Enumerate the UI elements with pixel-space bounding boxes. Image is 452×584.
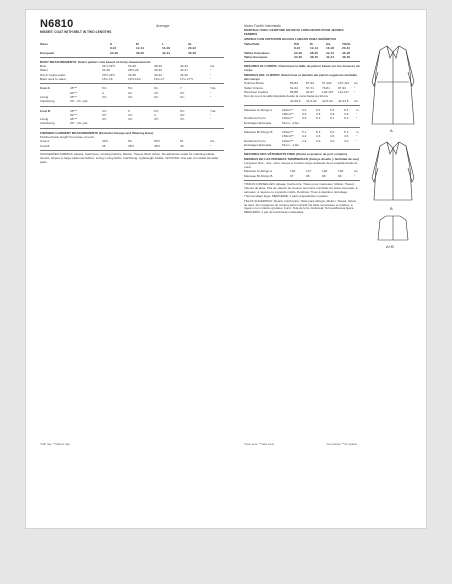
english-chart — [40, 42, 224, 165]
table-cell: 5.1 — [302, 130, 307, 135]
table-cell: 17¼-17½ — [180, 77, 194, 82]
table-cell: 24-25 — [102, 68, 110, 73]
table-cell: Taille/ Cintura — [244, 85, 263, 90]
table-cell: Doublure/ Forro — [244, 116, 266, 121]
table-cell: 4½ — [180, 117, 185, 122]
table-cell: Interfacing — [40, 99, 55, 104]
table-cell: 26½-28 — [128, 68, 139, 73]
table-cell: 3¾ — [180, 94, 185, 99]
table-cell: 34-37 — [180, 68, 188, 73]
pattern-envelope-page — [26, 10, 426, 528]
table-cell: 3½ — [102, 112, 107, 117]
footer-french: *avec sens **sans sens — [244, 442, 275, 446]
table-cell: Coat B — [40, 143, 50, 148]
table-cell: " — [210, 94, 212, 99]
table-cell: 40-42 — [154, 72, 162, 77]
table-cell: 16¾-17 — [154, 77, 165, 82]
table-cell: 42-44 — [180, 64, 188, 69]
table-cell: 3.8 — [330, 112, 335, 117]
table-cell: Lining — [40, 94, 49, 99]
table-cell: 45"** — [70, 86, 77, 91]
table-cell: 50½ — [154, 139, 161, 144]
table-cell: 51 — [180, 139, 184, 144]
table-cell: cm — [354, 81, 359, 86]
table-cell: 5⅝ — [128, 86, 133, 91]
table-cell: " — [210, 90, 212, 95]
table-cell: cm — [354, 169, 359, 174]
table-cell: 5 — [128, 108, 130, 113]
subtitle-french: MANTEAU AVEC CEINTURE EN DEUX LONGUEURS POUR JEUNES FEMMES — [244, 28, 344, 37]
table-cell: 4.3 — [316, 134, 321, 139]
table-cell: 4.5 — [344, 134, 349, 139]
table-cell: 44-46 — [180, 72, 188, 77]
table-cell: 33½-34½ — [102, 72, 116, 77]
table-cell: Ins. — [210, 64, 215, 69]
table-cell: 102-107 — [322, 89, 334, 94]
coat-b-illustration — [366, 138, 420, 206]
lining-b-yardage — [40, 117, 224, 126]
table-cell: 67-71 — [306, 85, 314, 90]
subtitle-french-spanish — [244, 28, 354, 41]
table-cell: 115cm** — [282, 130, 294, 135]
table-cell: 50 — [128, 139, 132, 144]
table-cell: " — [356, 116, 358, 121]
table-cell: Ins. — [210, 139, 215, 144]
table-cell: 107-112 — [338, 81, 350, 86]
table-cell: 34-36 — [128, 64, 136, 69]
table-cell: 80-83 — [290, 81, 298, 86]
table-row — [244, 143, 360, 147]
table-cell: " — [210, 112, 212, 117]
coat-a-label: Coat A — [40, 86, 50, 91]
rc-european-sizes: Tallas Europeas 34-36 38-40 42-44 46-48 — [244, 54, 350, 59]
table-cell: 60"** — [70, 90, 77, 95]
lining-a-yardage — [40, 95, 224, 104]
table-cell: 6.2 — [302, 107, 307, 112]
table-cell: 4.5 — [330, 134, 335, 139]
french-spanish-chart — [244, 42, 360, 215]
table-cell: 49½ — [102, 139, 109, 144]
table-cell: 38½ — [154, 143, 161, 148]
table-cell: 5.3 — [344, 116, 349, 121]
table-cell: 5.0 — [302, 116, 307, 121]
table-cell: " — [210, 68, 212, 73]
table-cell: 4.0 — [344, 138, 349, 143]
table-cell: 5.3 — [316, 130, 321, 135]
table-cell: 3.5 — [316, 112, 321, 117]
table-cell: " — [354, 85, 356, 90]
table-row — [244, 121, 360, 125]
figure-label-b: B — [390, 206, 393, 211]
footer-spanish: *con pelusa **sin pelusa — [326, 442, 357, 446]
finished-measurements-table — [40, 139, 224, 148]
size-row: 8-10 12-14 16-18 20-22 — [110, 46, 196, 51]
table-cell: 38-40 — [154, 64, 162, 69]
table-cell: 112-117 — [338, 89, 349, 94]
table-cell: 20" - 2⅛ yds. — [70, 121, 89, 126]
table-cell: 51cm - 2.5m — [282, 120, 300, 125]
table-cell: " — [356, 112, 358, 117]
table-cell: 38 — [102, 143, 106, 148]
table-cell: 4½ — [154, 117, 159, 122]
table-cell: m — [356, 130, 359, 135]
finished-length-note: Finished back length from base of neck — [40, 135, 94, 140]
coat-b-label: Coat B — [40, 108, 50, 113]
table-cell: 42.5-43 — [322, 98, 333, 103]
table-cell: Hip-9" below waist — [40, 72, 66, 77]
rc-coat-a-yardage — [244, 108, 360, 125]
figure-label-ab: A+B — [386, 244, 394, 249]
table-cell: 39 — [180, 143, 184, 148]
table-cell: Yds. — [210, 86, 217, 91]
table-cell: 61-64 — [290, 85, 298, 90]
table-cell: " — [356, 138, 358, 143]
coat-a-illustration — [366, 42, 420, 128]
table-cell: 36-38 — [128, 72, 136, 77]
table-cell: Yds. — [210, 108, 217, 113]
table-cell: 44-44.5 — [338, 98, 349, 103]
table-cell: Poitrine/ Busto — [244, 81, 265, 86]
table-cell: Interfacing — [40, 121, 55, 126]
brand-label: Average — [156, 24, 170, 28]
table-cell: 115cm** — [282, 138, 294, 143]
table-cell: 98 — [322, 173, 326, 178]
rc-size-header: Taille/Talla P/S M G/L TG/XL — [244, 42, 352, 46]
table-cell: 5.0 — [330, 130, 335, 135]
table-cell: 16½-16¾ — [128, 77, 142, 82]
rc-finished-note: Longueur finie - dos, votre rouque à l'ourlet/ Largo acabado de la espalda desde la nuca — [244, 160, 358, 170]
table-cell: 6.4 — [344, 107, 349, 112]
subtitle-english: MISSES' COAT WITH BELT IN TWO LENGTHS — [40, 30, 112, 34]
tissus-conseilles: TISSUS CONSEILLÉS: Alpaga, Cachemire, Tissus pour manteaux, Molton, Tweed, Velours de laine. Pas de valeurs de couture pour faire coïncider les tissus écossais, à carreaux, à rayures ou à grands motifs. Doublure: Tissu à doublure. Entoilage: Thermocollant léger. MERCERIE: 1 paire d'épaulettes moulées. — [244, 182, 358, 198]
table-cell: 87-92 — [306, 81, 314, 86]
table-cell: 99 — [338, 173, 342, 178]
table-cell: 4¼ — [128, 90, 133, 95]
table-cell: Hanches/ Cadera — [244, 89, 269, 94]
table-cell: 6.3 — [330, 107, 335, 112]
table-cell: cm — [354, 98, 359, 103]
table-cell: Doublure/ Forro — [244, 138, 266, 143]
rc-coat-b-yardage — [244, 130, 360, 147]
table-cell: 97-102 — [322, 81, 332, 86]
table-cell: 20" - 2¾ yds. — [70, 99, 89, 104]
size-header-row: Sizes S M L XL — [40, 42, 192, 46]
table-cell: Waist — [40, 68, 48, 73]
table-cell: 5.1 — [316, 116, 321, 121]
rc-finished-measurements — [244, 169, 360, 178]
table-cell: Lining — [40, 117, 49, 122]
table-cell: 60"** — [70, 112, 77, 117]
table-cell: 2.9 — [302, 138, 307, 143]
table-cell: Manteau A/ Abrigo A — [244, 107, 273, 112]
rc-french-sizes: Tailles françaises 34-36 38-40 42-44 46-48 — [244, 50, 350, 55]
table-cell: 40-40.5 — [290, 98, 301, 103]
table-cell: 45"** — [70, 117, 77, 122]
table-cell: " — [210, 72, 212, 77]
table-cell: 150cm** — [282, 134, 294, 139]
table-cell: 4 — [102, 90, 104, 95]
rc-measure-title-fr: MESURES DU CORPS: Choisissez la taille du patron basée sur les mesures du corps — [244, 64, 360, 73]
table-cell: 3⅝ — [102, 94, 107, 99]
table-row — [244, 99, 360, 103]
table-cell: 45"** — [70, 94, 77, 99]
body-measurements-title: BODY MEASUREMENTS: Select pattern size based on body measurements — [40, 59, 151, 64]
table-cell: Manteau B/ Abrigo B — [244, 173, 273, 178]
table-cell: 85-88 — [290, 89, 298, 94]
subtitle-spanish: ABRIGO CON CINTURÓN EN DOS LARGOS PARA SEÑORITAS — [244, 36, 337, 41]
finished-measurements-title: FINISHED GARMENT MEASUREMENTS (Excludes Design and Wearing Ease) — [40, 130, 154, 135]
table-cell: " — [210, 117, 212, 122]
table-row — [40, 144, 224, 148]
table-cell: 115cm** — [282, 107, 294, 112]
table-cell: Entoilage/ Entretela — [244, 142, 272, 147]
table-cell: 97 — [290, 173, 294, 178]
table-cell: 30-32 — [154, 68, 162, 73]
table-cell: 127 — [306, 169, 312, 174]
table-cell: " — [210, 143, 212, 148]
table-cell: 150cm** — [282, 112, 294, 117]
table-cell: 3⅝ — [128, 112, 133, 117]
table-cell: 87-94 — [338, 85, 346, 90]
table-cell: 3.5 — [302, 112, 307, 117]
rc-finished-title-fr: MESURES DES VÊTEMENTS FINIS (Ourlet et aisance de port compris) — [244, 152, 348, 157]
rc-measure-title-es: MEDIDAS DEL CUERPO: Seleccione el tamaño del patrón según las medidas del cuerpo — [244, 72, 358, 82]
difficulty-level: Moins Facile/ Intermedio — [244, 24, 281, 28]
table-cell: " — [354, 89, 356, 94]
rc-size-row: 8-10 12-14 16-18 20-22 — [294, 46, 350, 51]
table-cell: 6.2 — [316, 107, 321, 112]
coat-b-yardage — [40, 109, 224, 118]
table-cell: 4⅝ — [102, 108, 107, 113]
table-cell: Bust — [40, 64, 47, 69]
european-size-row: European 34-36 38-40 42-44 46-48 — [40, 50, 196, 55]
table-cell: 5⅝ — [180, 108, 185, 113]
table-cell: 31½-32½ — [102, 64, 116, 69]
table-cell: 4½ — [154, 90, 159, 95]
table-cell: 4.2 — [302, 134, 307, 139]
table-cell: 4½ — [128, 117, 133, 122]
table-cell: 41.5-42 — [306, 98, 317, 103]
table-cell: 7 — [180, 86, 182, 91]
pattern-number: N6810 — [40, 18, 74, 30]
table-cell: m — [356, 107, 359, 112]
footer-english: *with nap **without nap — [40, 442, 70, 446]
telas-sugeridas: TELAS SUGERIDAS: Alpaca, Cachemira, Telas para abrigos, Melton, Tweed, Velour de lana. Sin márgenes de costura para coincidir las telas escocesas, a cuadros, a rayas o con motivos grandes. Forro: Tela de forro. Entretela: Termoadhesiva ligera. MERCERÍA: 1 par de hombreras moldeadas. — [244, 198, 357, 215]
table-cell: 126 — [290, 169, 296, 174]
table-cell: Manteau B/ Abrigo B — [244, 130, 273, 135]
table-cell: 5⅝ — [102, 86, 107, 91]
table-cell: 51cm - 1.9m — [282, 142, 300, 147]
table-row — [40, 121, 224, 125]
table-cell: 5⅝ — [154, 108, 159, 113]
table-cell: 6¼ — [154, 86, 159, 91]
table-row — [244, 174, 360, 178]
table-cell: Entoilage/ Entretela — [244, 120, 272, 125]
table-cell: 5.3 — [344, 130, 349, 135]
table-cell: 45"** — [70, 108, 77, 113]
coat-back-illustration — [366, 214, 420, 242]
table-cell: 76-81 — [322, 85, 330, 90]
table-cell: " — [356, 134, 358, 139]
table-cell: 3⅝ — [128, 94, 133, 99]
table-cell: 15¾-16 — [102, 77, 113, 82]
table-cell: 4 — [154, 112, 156, 117]
table-cell: Dos de cou à la taille/ Espalda desde la nuca hasta la cintura — [244, 94, 328, 99]
table-row — [40, 77, 224, 81]
table-cell: 3¾ — [154, 94, 159, 99]
table-cell: Back neck to waist — [40, 77, 66, 82]
table-cell: 128 — [322, 169, 328, 174]
body-measurements-table — [40, 64, 224, 81]
table-cell: " — [210, 77, 212, 82]
suggested-fabrics: SUGGESTED FABRICS: Alpaca, Cashmere, Coating Fabrics, Melton, Tweed, Wool Velour. No allowance made for matching plaids, checks, stripes or large patterned fabrics. Lining: Lining fabric. Interfacing: Lightweight fusible. NOTIONS: One pair of molded shoulder pads. — [40, 151, 219, 164]
table-cell: 115cm** — [282, 116, 294, 121]
rc-finished-title-es: MEDIDAS DE LAS PRENDAS TERMINADAS (Incluye diseño y facilidad de uso) — [244, 156, 360, 161]
table-cell: 38½ — [128, 143, 135, 148]
table-cell: " — [354, 173, 356, 178]
table-cell: 4.0 — [330, 138, 335, 143]
table-cell: 3.9 — [344, 112, 349, 117]
figure-label-a: A — [390, 128, 393, 133]
table-cell: 130 — [338, 169, 344, 174]
table-cell: 98 — [306, 173, 310, 178]
table-cell: 92-97 — [306, 89, 314, 94]
coat-a-yardage — [40, 86, 224, 95]
table-cell: 4⅛ — [180, 112, 185, 117]
table-cell: 4½ — [180, 90, 185, 95]
table-row — [40, 99, 224, 103]
table-cell: Coat A — [40, 139, 50, 144]
table-cell: 2.9 — [316, 138, 321, 143]
rc-body-measurements — [244, 81, 360, 102]
table-cell: 4½ — [102, 117, 107, 122]
table-cell: Manteau A/ Abrigo A — [244, 169, 273, 174]
table-cell: 5.1 — [330, 116, 335, 121]
